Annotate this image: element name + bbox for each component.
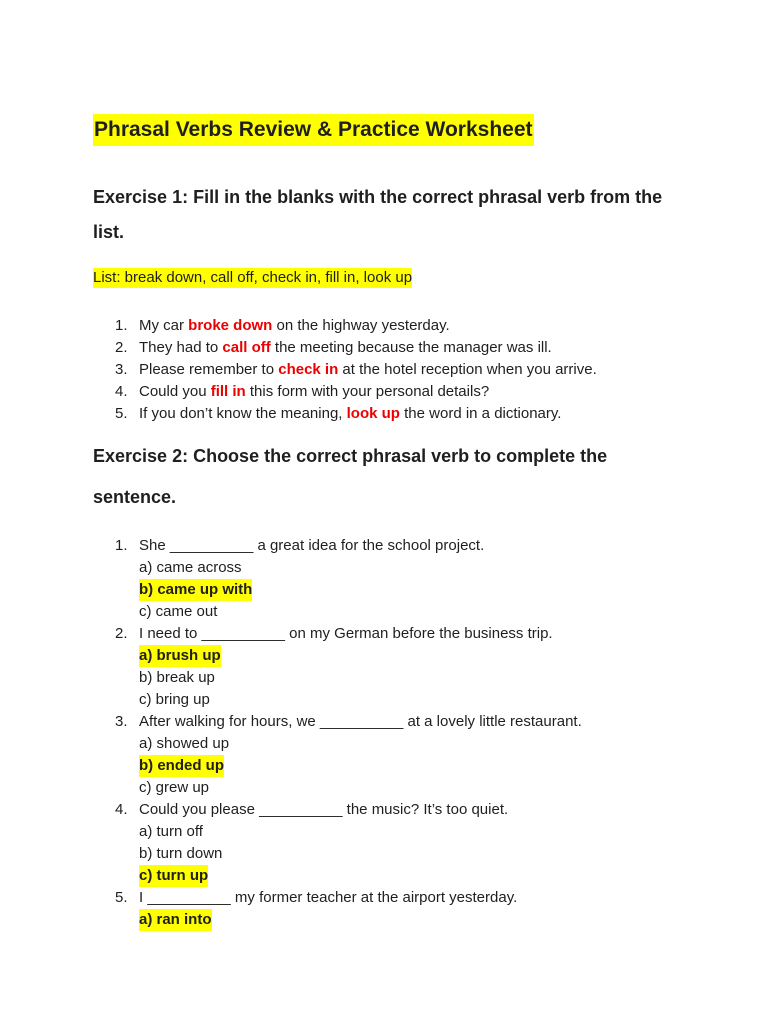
option-text: a) showed up: [139, 735, 230, 752]
word-list-text: List: break down, call off, check in, fill in, look up: [93, 269, 413, 286]
sentence-after: the word in a dictionary.: [399, 405, 562, 422]
option: [139, 601, 713, 623]
exercise-2-list: [93, 535, 713, 931]
item-number: 1.: [115, 537, 128, 554]
item-number: 1.: [115, 317, 128, 334]
sentence-before: If you don’t know the meaning,: [139, 405, 347, 422]
sentence-after: the meeting because the manager was ill.: [270, 339, 552, 356]
option: [139, 777, 713, 799]
sentence-before: Please remember to: [139, 361, 279, 378]
list-item: [93, 315, 713, 337]
item-number: 4.: [115, 383, 128, 400]
answer-text: fill in: [210, 383, 246, 400]
option-text: a) brush up: [139, 645, 221, 667]
list-item: [93, 887, 713, 931]
question-text: She __________ a great idea for the school project.: [139, 537, 485, 554]
item-number: 3.: [115, 713, 128, 730]
question-text: I need to __________ on my German before the business trip.: [139, 625, 553, 642]
answer-text: look up: [346, 405, 400, 422]
question-text: Could you please __________ the music? It’s too quiet.: [139, 801, 509, 818]
list-item: [93, 359, 713, 381]
correct-option: [139, 909, 713, 931]
item-number: 4.: [115, 801, 128, 818]
sentence-before: Could you: [139, 383, 211, 400]
correct-option: [139, 645, 713, 667]
option: [139, 733, 713, 755]
list-item: [93, 403, 713, 425]
option-text: c) bring up: [139, 691, 210, 708]
list-item: [93, 711, 713, 799]
title-text: Phrasal Verbs Review & Practice Worksheet: [93, 114, 534, 146]
correct-option: [139, 579, 713, 601]
exercise-1-word-list: [93, 268, 412, 288]
option-text: b) turn down: [139, 845, 223, 862]
sentence-before: My car: [139, 317, 189, 334]
option-text: b) ended up: [139, 755, 224, 777]
item-number: 2.: [115, 625, 128, 642]
exercise-1-heading: Exercise 1: Fill in the blanks with the correct phrasal verb from the list.: [93, 187, 663, 242]
list-item: [93, 799, 713, 887]
list-item: [93, 337, 713, 359]
answer-text: broke down: [188, 317, 273, 334]
option-text: b) came up with: [139, 579, 252, 601]
sentence-after: at the hotel reception when you arrive.: [338, 361, 597, 378]
option-text: c) came out: [139, 603, 218, 620]
option-text: a) came across: [139, 559, 242, 576]
option-text: b) break up: [139, 669, 215, 686]
option: [139, 689, 713, 711]
answer-text: call off: [222, 339, 271, 356]
list-item: [93, 623, 713, 711]
list-item: [93, 381, 713, 403]
exercise-1-list: [93, 315, 713, 425]
option-text: a) turn off: [139, 823, 203, 840]
question-text: I __________ my former teacher at the airport yesterday.: [139, 889, 518, 906]
correct-option: [139, 755, 713, 777]
worksheet-title: [93, 114, 534, 146]
list-item: [93, 535, 713, 623]
option: [139, 821, 713, 843]
item-number: 3.: [115, 361, 128, 378]
option-text: c) grew up: [139, 779, 210, 796]
item-number: 5.: [115, 405, 128, 422]
question-text: After walking for hours, we __________ at a lovely little restaurant.: [139, 713, 582, 730]
option: [139, 843, 713, 865]
answer-text: check in: [278, 361, 339, 378]
item-number: 5.: [115, 889, 128, 906]
option-text: c) turn up: [139, 865, 208, 887]
correct-option: [139, 865, 713, 887]
sentence-before: They had to: [139, 339, 223, 356]
sentence-after: on the highway yesterday.: [272, 317, 450, 334]
option: [139, 557, 713, 579]
option: [139, 667, 713, 689]
item-number: 2.: [115, 339, 128, 356]
exercise-2-heading: Exercise 2: Choose the correct phrasal verb to complete the sentence.: [93, 446, 608, 507]
option-text: a) ran into: [139, 909, 212, 931]
sentence-after: this form with your personal details?: [245, 383, 490, 400]
